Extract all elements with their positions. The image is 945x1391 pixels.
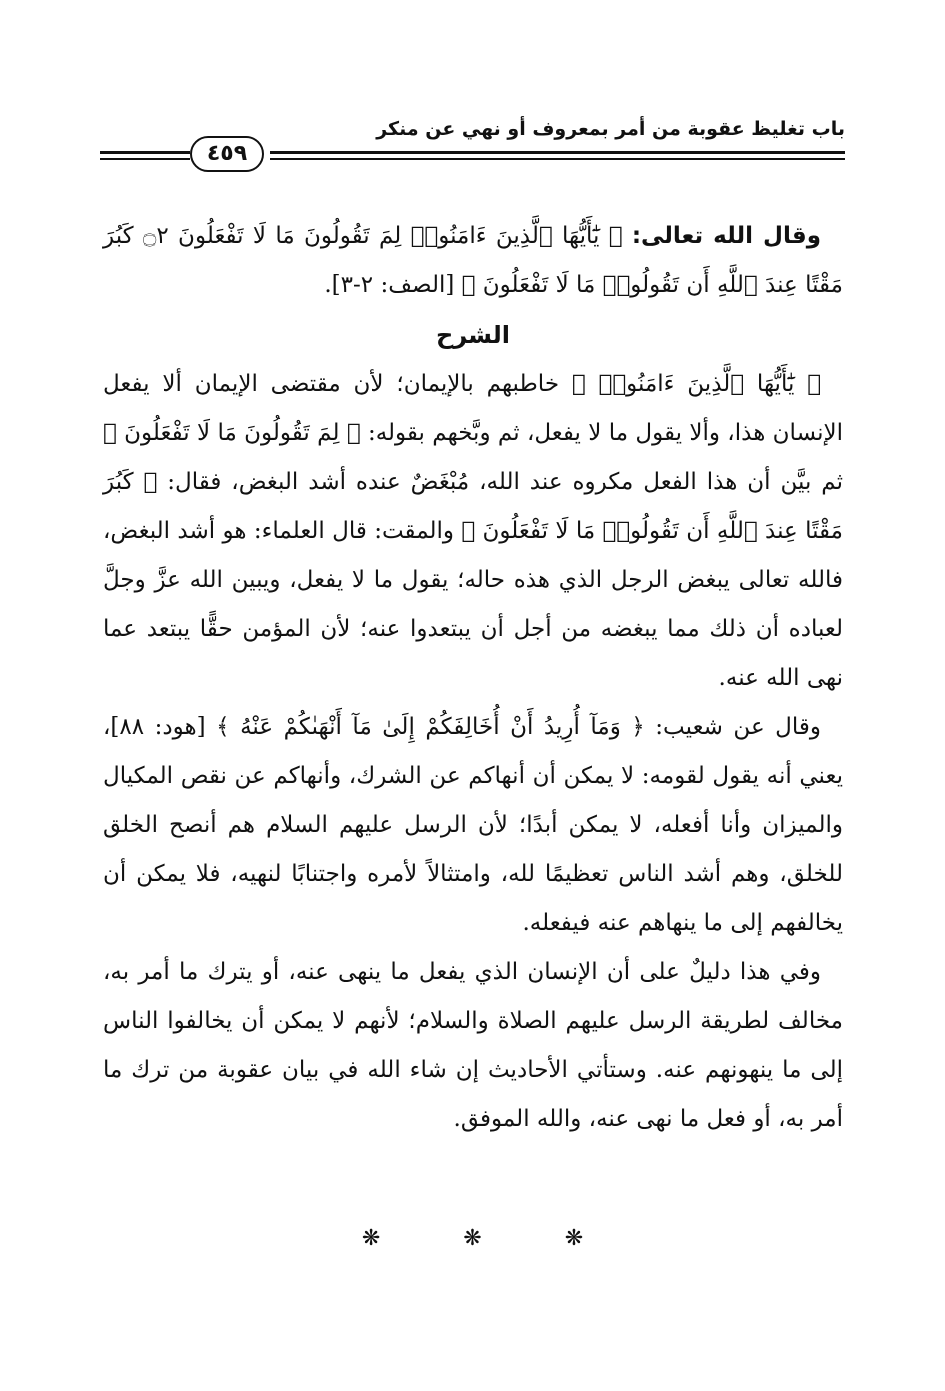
intro-reference: [الصف: ٢-٣].	[324, 272, 455, 298]
body-paragraph-3: وفي هذا دليلٌ على أن الإنسان الذي يفعل ما ينهى عنه، أو يترك ما أمر به، مخالف لطريقة الرسل عليهم الصلاة والسلام؛ لأنهم لا يمكن أن يخالفوا الناس إلى ما ينهونهم عنه. وستأتي الأحاديث إن شاء الله في بيان عقوبة من ترك ما أمر به، أو فعل ما نهى عنه، والله الموفق.	[103, 959, 843, 1132]
separator-star-icon: ❋	[564, 1226, 584, 1251]
header-rule-right	[270, 151, 845, 160]
body-paragraph-1: ﴿ يَٰٓأَيُّهَا ٱلَّذِينَ ءَامَنُوا۟ ﴾ خاطبهم بالإيمان؛ لأن مقتضى الإيمان ألا يفعل الإنسان هذا، وألا يقول ما لا يفعل، ثم وبَّخهم بقوله: ﴿ لِمَ تَقُولُونَ مَا لَا تَفْعَلُونَ ﴾ ثم بيَّن أن هذا الفعل مكروه عند الله، مُبْغَضٌ عنده أشد البغض، فقال: ﴿ كَبُرَ مَقْتًا عِندَ ٱللَّهِ أَن تَقُولُوا۟ مَا لَا تَفْعَلُونَ ﴾ والمقت: قال العلماء: هو أشد البغض، فالله تعالى يبغض الرجل الذي هذه حاله؛ يقول ما لا يفعل، ويبين الله عزَّ وجلَّ لعباده أن ذلك مما يبغضه من أجل أن يبتعدوا عنه؛ لأن المؤمن حقًّا يبتعد عما نهى الله عنه.	[103, 371, 843, 691]
chapter-title: باب تغليظ عقوبة من أمر بمعروف أو نهي عن منكر	[376, 118, 845, 140]
section-separator	[0, 1226, 945, 1251]
intro-lead: وقال الله تعالى:	[631, 223, 821, 249]
separator-star-icon: ❋	[463, 1226, 482, 1251]
page-header	[100, 118, 845, 178]
section-heading: الشرح	[436, 321, 510, 349]
page-content	[103, 212, 843, 1144]
intro-paragraph	[103, 212, 843, 310]
separator-star-icon: ❋	[361, 1226, 381, 1251]
header-rule-left	[100, 151, 190, 160]
intro-verse: ﴿ يَٰٓأَيُّهَا ٱلَّذِينَ ءَامَنُوا۟ لِمَ تَقُولُونَ مَا لَا تَفْعَلُونَ ۝٢ كَبُرَ مَقْتًا عِندَ ٱللَّهِ أَن تَقُولُوا۟ مَا لَا تَفْعَلُونَ ﴾	[103, 223, 843, 298]
page-number: ٤٥٩	[190, 136, 264, 172]
body-paragraph-2: وقال عن شعيب: ﴿ وَمَآ أُرِيدُ أَنْ أُخَالِفَكُمْ إِلَىٰ مَآ أَنْهَىٰكُمْ عَنْهُ ﴾ [هود: ٨٨]، يعني أنه يقول لقومه: لا يمكن أن أنهاكم عن الشرك، وأنهاكم عن نقص المكيال والميزان وأنا أفعله، لا يمكن أبدًا؛ لأن الرسل عليهم السلام هم أنصح الخلق للخلق، وهم أشد الناس تعظيمًا لله، وامتثالاً لأمره واجتنابًا لنهيه، فلا يمكن أن يخالفهم إلى ما ينهاهم عنه فيفعله.	[103, 714, 843, 936]
